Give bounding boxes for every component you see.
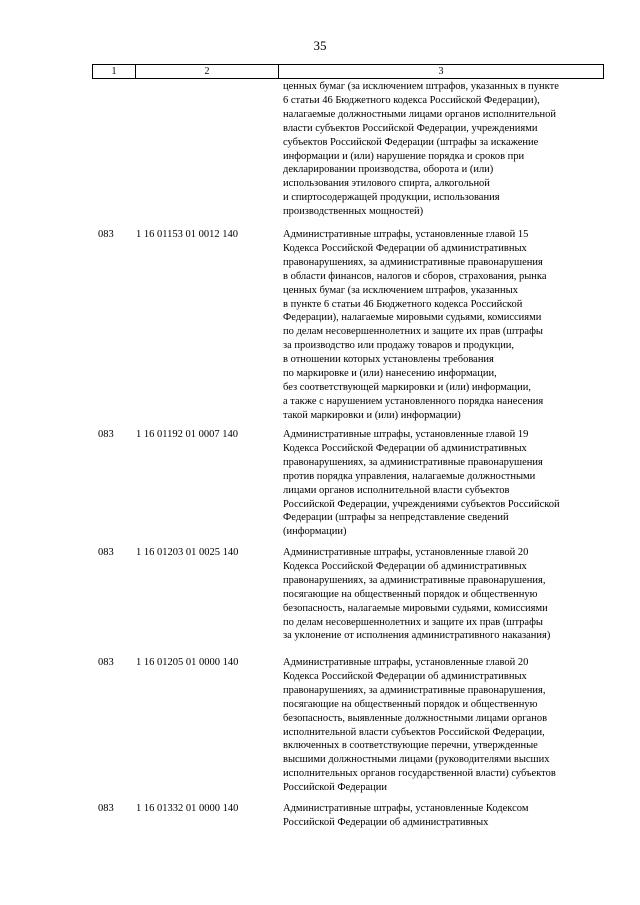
- text-line: безопасность, налагаемые мировыми судьями, комиссиями: [283, 602, 548, 614]
- text-line: по делам несовершеннолетних и защите их прав (штрафы: [283, 616, 543, 628]
- continuation-text: [283, 80, 603, 219]
- text-line: правонарушениях, за административные правонарушения,: [283, 684, 546, 696]
- text-line: безопасность, выявленные должностными лицами органов: [283, 712, 548, 724]
- text-line: Федерации (штрафы за непредставление сведений: [283, 512, 509, 524]
- text-line: Федерации), налагаемые мировыми судьями, комиссиями: [283, 312, 542, 324]
- text-line: Кодекса Российской Федерации об административных: [283, 560, 527, 572]
- text-line: Кодекса Российской Федерации об административных: [283, 442, 527, 454]
- text-line: декларировании производства, оборота и (или): [283, 164, 494, 176]
- text-line: против порядка управления, налагаемые должностными: [283, 470, 536, 482]
- text-line: правонарушениях, за административные правонарушения: [283, 256, 543, 268]
- revenue-description: [283, 802, 603, 830]
- text-line: ценных бумаг (за исключением штрафов, указанных: [283, 284, 518, 296]
- revenue-code: 1 16 01192 01 0007 140: [136, 429, 238, 440]
- text-line: Кодекса Российской Федерации об административных: [283, 670, 527, 682]
- text-line: власти субъектов Российской Федерации, учреждениями: [283, 122, 538, 134]
- revenue-code: 1 16 01332 01 0000 140: [136, 803, 239, 814]
- header-col-2: 2: [136, 65, 279, 78]
- text-line: посягающие на общественный порядок и общественную: [283, 698, 538, 710]
- text-line: высшими должностными лицами (руководителями высших: [283, 754, 550, 766]
- text-line: Административные штрафы, установленные главой 19: [283, 429, 529, 440]
- text-line: правонарушениях, за административные правонарушения,: [283, 574, 546, 586]
- text-line: Административные штрафы, установленные главой 20: [283, 657, 529, 668]
- text-line: за производство или продажу товаров и продукции,: [283, 340, 515, 352]
- header-col-3: 3: [438, 66, 444, 77]
- admin-code: 083: [98, 657, 114, 668]
- revenue-description: [283, 228, 603, 423]
- text-line: посягающие на общественный порядок и общественную: [283, 588, 538, 600]
- revenue-code: 1 16 01203 01 0025 140: [136, 547, 239, 558]
- text-line: производственных мощностей): [283, 206, 424, 218]
- text-line: Административные штрафы, установленные Кодексом: [283, 803, 529, 814]
- admin-code: 083: [98, 547, 114, 558]
- text-line: такой маркировки и (или) информации): [283, 409, 461, 421]
- text-line: использования этилового спирта, алкогольной: [283, 178, 490, 190]
- text-line: в отношении которых установлены требования: [283, 354, 494, 366]
- text-line: субъектов Российской Федерации (штрафы за искажение: [283, 136, 539, 148]
- text-line: налагаемые должностными лицами органов исполнительной: [283, 108, 556, 120]
- text-line: Административные штрафы, установленные главой 15: [283, 229, 529, 240]
- text-line: информации и (или) нарушение порядка и сроков при: [283, 150, 525, 162]
- admin-code: 083: [98, 429, 114, 440]
- text-line: а также с нарушением установленного порядка нанесения: [283, 395, 544, 407]
- admin-code: 083: [98, 803, 114, 814]
- admin-code: 083: [98, 229, 114, 240]
- header-col-1: 1: [93, 65, 136, 78]
- text-line: в области финансов, налогов и сборов, страхования, рынка: [283, 270, 547, 282]
- revenue-description: [283, 656, 603, 795]
- revenue-code: 1 16 01153 01 0012 140: [136, 229, 238, 240]
- revenue-code: 1 16 01205 01 0000 140: [136, 657, 239, 668]
- text-line: ценных бумаг (за исключением штрафов, указанных в пункте: [283, 81, 559, 92]
- text-line: правонарушениях, за административные правонарушения: [283, 456, 543, 468]
- revenue-description: [283, 428, 603, 539]
- table-header-row: [92, 64, 604, 79]
- text-line: Российской Федерации, учреждениями субъектов Российской: [283, 498, 560, 510]
- revenue-description: [283, 546, 603, 643]
- text-line: исполнительной власти субъектов Российской Федерации,: [283, 726, 545, 738]
- text-line: в пункте 6 статьи 46 Бюджетного кодекса Российской: [283, 298, 523, 310]
- text-line: без соответствующей маркировки и (или) информации,: [283, 381, 532, 393]
- text-line: по маркировке и (или) нанесению информации,: [283, 368, 497, 380]
- text-line: по делам несовершеннолетних и защите их прав (штрафы: [283, 326, 543, 338]
- text-line: 6 статьи 46 Бюджетного кодекса Российской Федерации),: [283, 94, 540, 106]
- text-line: за уклонение от исполнения административного наказания): [283, 630, 551, 642]
- text-line: (информации): [283, 526, 347, 538]
- text-line: и спиртосодержащей продукции, использования: [283, 192, 500, 204]
- text-line: включенных в соответствующие перечни, утвержденные: [283, 740, 538, 752]
- text-line: Административные штрафы, установленные главой 20: [283, 547, 529, 558]
- text-line: Российской Федерации об административных: [283, 816, 489, 828]
- text-line: лицами органов исполнительной власти субъектов: [283, 484, 510, 496]
- text-line: Кодекса Российской Федерации об административных: [283, 242, 527, 254]
- text-line: исполнительных органов государственной власти) субъектов: [283, 768, 556, 780]
- page-number: 35: [313, 38, 327, 53]
- text-line: Российской Федерации: [283, 782, 387, 794]
